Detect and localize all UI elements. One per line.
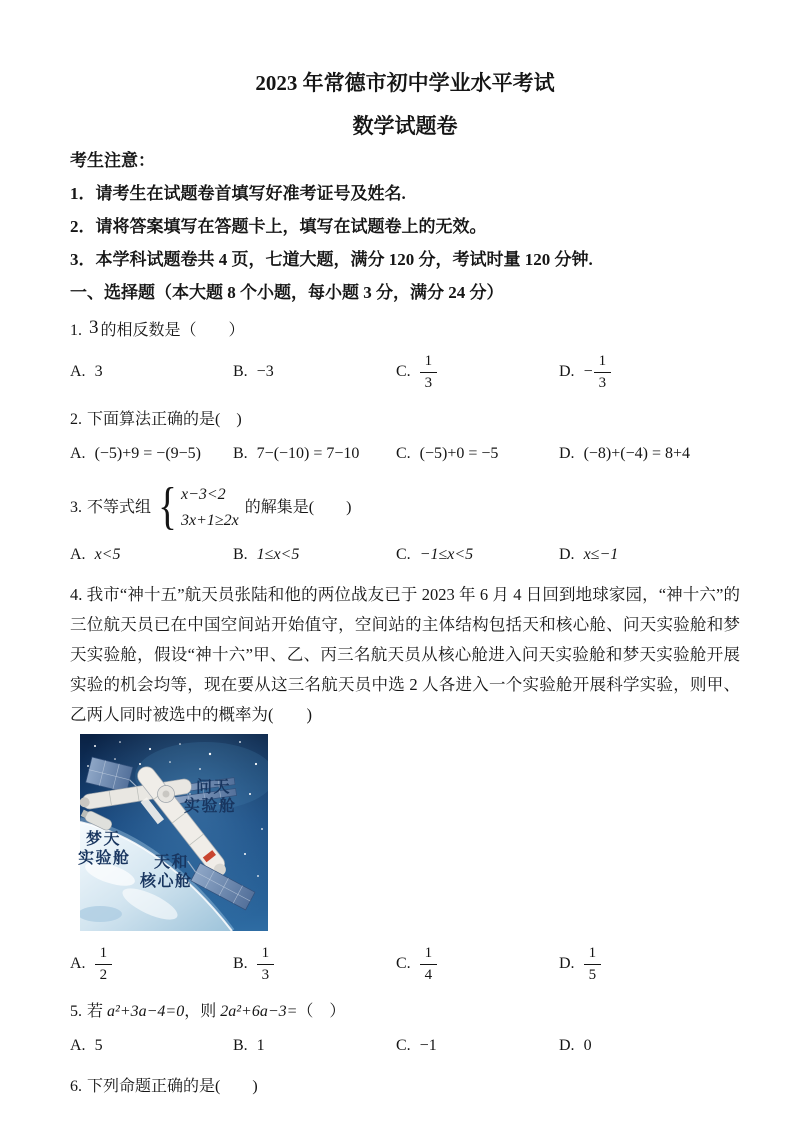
label-mengtian-module xyxy=(78,830,131,868)
label-line: 实验舱 xyxy=(184,798,237,815)
question-1 xyxy=(70,317,740,341)
option-label: D. xyxy=(559,546,575,563)
option-label: A. xyxy=(70,363,86,380)
fraction-numerator: 1 xyxy=(594,353,612,373)
option-b xyxy=(233,363,396,381)
option-a xyxy=(70,445,233,463)
question-stem: 我市“神十五”航天员张陆和他的两位战友已于 2023 年 6 月 4 日回到地球家园，“神十六”的三位航天员已在中国空间站开始值守，空间站的主体结构包括天和核心舱、问天实验舱和梦天实验舱，假设“神十六”甲、乙、丙三名航天员从核心舱进入问天实验舱和梦天实验舱开展实验的机会均等，现在要从这三名航天员中选 2 人各进入一个实验舱开展科学实验，则甲、乙两人同时被选中的概率为( ) xyxy=(70,585,741,724)
question-5 xyxy=(70,1001,740,1022)
option-c xyxy=(396,546,559,564)
notice-heading: 考生注意： xyxy=(70,151,155,170)
option-value: (−8)+(−4) = 8+4 xyxy=(583,445,690,462)
fraction-numerator: 1 xyxy=(420,945,438,965)
question-6 xyxy=(70,1076,740,1097)
option-value: (−5)+9 = −(9−5) xyxy=(94,445,201,462)
options-row-q3 xyxy=(70,543,740,567)
fraction-denominator: 3 xyxy=(598,375,607,391)
option-label: B. xyxy=(233,954,248,972)
label-wentian-module xyxy=(184,778,237,816)
option-b xyxy=(233,945,396,983)
fraction-numerator: 1 xyxy=(584,945,602,965)
question-number: 6. xyxy=(70,1078,82,1095)
fraction-denominator: 3 xyxy=(261,967,270,983)
question-4 xyxy=(70,580,740,730)
option-label: C. xyxy=(396,954,411,972)
option-b xyxy=(233,1037,396,1055)
question-number: 4. xyxy=(70,585,83,604)
notice-item-2: 2．请将答案填写在答题卡上，填写在试题卷上的无效。 xyxy=(70,217,487,236)
option-d xyxy=(559,546,740,564)
option-label: A. xyxy=(70,445,86,462)
left-brace: { xyxy=(158,478,177,536)
fraction-denominator: 5 xyxy=(588,967,597,983)
option-value: x<5 xyxy=(94,546,121,563)
option-d xyxy=(559,1037,740,1055)
option-label: C. xyxy=(396,546,411,563)
option-label: C. xyxy=(396,1037,411,1054)
option-label: D. xyxy=(559,445,575,462)
label-line: 实验舱 xyxy=(78,850,131,867)
system-line-2: 3x+1≥2x xyxy=(180,512,239,529)
fraction-denominator: 3 xyxy=(424,375,433,391)
exam-title: 2023 年常德市初中学业水平考试 xyxy=(255,71,555,95)
option-label: B. xyxy=(233,1037,248,1054)
label-line: 梦天 xyxy=(86,831,122,848)
option-label: B. xyxy=(233,445,248,462)
option-label: D. xyxy=(559,362,575,380)
option-value: −1≤x<5 xyxy=(419,546,474,563)
system-line-1: x−3<2 xyxy=(180,486,226,503)
question-number: 1. xyxy=(70,322,82,339)
option-b xyxy=(233,445,396,463)
question-math-1: a²+3a−4=0 xyxy=(107,1003,185,1020)
options-row-q4 xyxy=(70,945,740,983)
fraction xyxy=(95,945,113,983)
option-value: 0 xyxy=(583,1037,592,1054)
option-c xyxy=(396,1037,559,1055)
option-label: C. xyxy=(396,445,411,462)
question-number: 5. xyxy=(70,1003,82,1020)
question-number: 3. xyxy=(70,499,82,516)
fraction-denominator: 2 xyxy=(99,967,108,983)
fraction xyxy=(420,945,438,983)
fraction-numerator: 1 xyxy=(95,945,113,965)
option-d xyxy=(559,445,740,463)
question-stem-prefix: 若 xyxy=(87,1003,104,1020)
section-heading: 一、选择题（本大题 8 个小题，每小题 3 分，满分 24 分） xyxy=(70,283,504,302)
space-station-figure xyxy=(80,734,268,931)
inequality-system xyxy=(155,478,239,536)
option-c xyxy=(396,353,559,391)
question-stem-prefix: 不等式组 xyxy=(87,499,152,516)
option-label: D. xyxy=(559,954,575,972)
fraction-sign: − xyxy=(583,363,593,380)
label-tianhe-module xyxy=(140,853,193,891)
fraction-numerator: 1 xyxy=(257,945,275,965)
question-math-2: 2a²+6a−3= xyxy=(220,1003,298,1020)
option-value: 3 xyxy=(94,363,103,380)
option-value: 1≤x<5 xyxy=(256,546,300,563)
option-value: −3 xyxy=(256,363,274,380)
notice-item-1: 1．请考生在试题卷首填写好准考证号及姓名. xyxy=(70,184,406,203)
option-d xyxy=(559,353,740,391)
question-stem: 的相反数是（ ） xyxy=(100,322,245,339)
question-stem: 下面算法正确的是( ) xyxy=(87,411,242,428)
exam-subtitle: 数学试题卷 xyxy=(352,114,458,138)
question-math: 3 xyxy=(89,317,99,338)
fraction xyxy=(420,353,438,391)
option-value: (−5)+0 = −5 xyxy=(419,445,499,462)
option-a xyxy=(70,363,233,381)
option-label: B. xyxy=(233,363,248,380)
option-a xyxy=(70,945,233,983)
option-value: x≤−1 xyxy=(583,546,619,563)
question-stem-suffix: （ ） xyxy=(297,1003,346,1020)
option-c xyxy=(396,945,559,983)
label-line: 天和 xyxy=(154,854,190,871)
fraction xyxy=(257,945,275,983)
question-stem-suffix: 的解集是( ) xyxy=(244,499,352,516)
fraction xyxy=(594,353,612,391)
option-label: B. xyxy=(233,546,248,563)
question-stem: 下列命题正确的是( ) xyxy=(87,1078,258,1095)
option-label: D. xyxy=(559,1037,575,1054)
option-label: A. xyxy=(70,546,86,563)
option-label: A. xyxy=(70,954,86,972)
option-c xyxy=(396,445,559,463)
question-3 xyxy=(70,478,740,536)
notice-item-3: 3．本学科试题卷共 4 页，七道大题，满分 120 分，考试时量 120 分钟. xyxy=(70,250,593,269)
fraction-denominator: 4 xyxy=(424,967,433,983)
fraction-numerator: 1 xyxy=(420,353,438,373)
option-a xyxy=(70,1037,233,1055)
question-2 xyxy=(70,409,740,430)
options-row-q1 xyxy=(70,353,740,391)
option-a xyxy=(70,546,233,564)
option-b xyxy=(233,546,396,564)
option-d xyxy=(559,945,740,983)
fraction xyxy=(584,945,602,983)
option-label: A. xyxy=(70,1037,86,1054)
option-label: C. xyxy=(396,362,411,380)
option-value: 5 xyxy=(94,1037,103,1054)
question-number: 2. xyxy=(70,411,82,428)
options-row-q2 xyxy=(70,442,740,466)
option-value: 7−(−10) = 7−10 xyxy=(256,445,360,462)
label-line: 核心舱 xyxy=(140,873,193,890)
question-stem-mid: ，则 xyxy=(184,1003,217,1020)
option-value: 1 xyxy=(256,1037,265,1054)
label-line: 问天 xyxy=(196,779,232,796)
option-value: −1 xyxy=(419,1037,437,1054)
options-row-q5 xyxy=(70,1034,740,1058)
